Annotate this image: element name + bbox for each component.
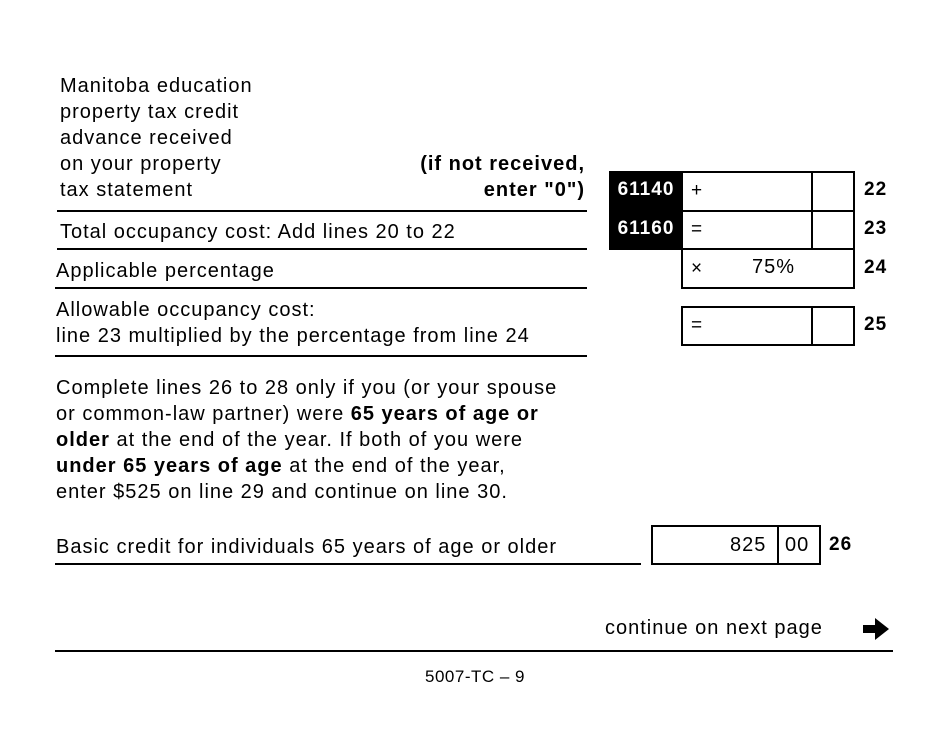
line22-amount-field[interactable] — [681, 171, 855, 212]
line25-cents-divider — [811, 308, 813, 344]
line23-amount-field[interactable] — [681, 210, 855, 250]
line26-rule — [55, 563, 641, 565]
line23-code: 61160 — [609, 210, 683, 250]
line22-number: 22 — [864, 179, 888, 200]
form-id: 5007-TC – 9 — [425, 667, 525, 686]
line25-amount-field[interactable] — [681, 306, 855, 346]
line22-note: (if not received, enter "0") — [420, 153, 585, 201]
line26-cents: 00 — [785, 534, 810, 556]
line26-dollars: 825 — [730, 534, 767, 556]
line23-operator: = — [691, 219, 704, 240]
line22-code: 61140 — [609, 171, 683, 211]
line25-operator: = — [691, 315, 704, 336]
line24-number: 24 — [864, 257, 888, 278]
continue-text: continue on next page — [605, 617, 823, 639]
line26-label: Basic credit for individuals 65 years of age or older — [56, 536, 558, 558]
line25-number: 25 — [864, 314, 888, 335]
instructions-paragraph: Complete lines 26 to 28 only if you (or your spouse or common-law partner) were 65 years of age or older at the end of the year. If both of you were under 65 years of age at the end of the year, enter $525 on line 29 and continue on line 30. — [56, 377, 558, 503]
line25-rule — [55, 355, 587, 357]
line23-cents-divider — [811, 212, 813, 248]
line24-value: 75% — [752, 256, 796, 278]
line22-cents-divider — [811, 173, 813, 210]
line25-label: Allowable occupancy cost: line 23 multiplied by the percentage from line 24 — [56, 299, 530, 347]
arrow-right-icon — [861, 616, 891, 642]
line23-rule — [57, 248, 587, 250]
line26-number: 26 — [829, 534, 853, 555]
line22-rule — [57, 210, 587, 212]
line22-operator: + — [691, 180, 704, 201]
line26-cents-divider — [777, 527, 779, 563]
line24-rule — [55, 287, 587, 289]
line24-operator: × — [691, 258, 704, 279]
line22-label: Manitoba education property tax credit advance received on your property tax statement — [60, 75, 253, 201]
footer-rule — [55, 650, 893, 652]
line24-label: Applicable percentage — [56, 260, 275, 282]
line23-number: 23 — [864, 218, 888, 239]
line23-label: Total occupancy cost: Add lines 20 to 22 — [60, 221, 456, 243]
